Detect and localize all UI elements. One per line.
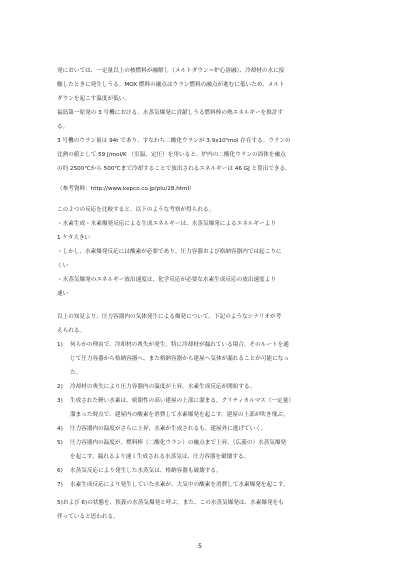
comparison-line: 速い [57,291,69,297]
item-number: 1) [57,342,63,348]
scenario-item [57,384,255,391]
paragraph-line: る。 [57,124,69,130]
item-text: 何らかの理由で、冷却材の喪失が発生。特に冷却材が漏れている場合、そのルートを通 [70,342,289,348]
paragraph-line: 福島第一原発の 3 号機における、水蒸気爆発に貢献しうる燃料棒の熱エネルギーを推計す [57,110,284,116]
item-text: 圧力容器内の温度がさらに上昇、水素が生成されるも、建屋外に逃げていく。 [70,426,267,432]
paragraph-line: 発においては、一定量以上の核燃料が融解し（メルトダウン＝炉心溶融）、冷却材の水に接 [57,68,285,74]
scenario-item [57,398,294,405]
comparison-line: この２つの反応を比較すると、以下のような考察が得られる。 [57,207,215,213]
item-number: 3) [57,398,63,404]
scenario-item [57,482,289,489]
item-text: た。 [70,370,82,376]
item-number: 4) [57,426,63,432]
page-number: 5 [198,543,202,550]
item-text: 水蒸気反応により発生した水蒸気は、格納容器も破壊する。 [70,468,222,474]
item-number: 7) [57,482,63,488]
item-number: 6) [57,468,63,474]
scenario-intro-line: えられる。 [57,328,86,334]
paragraph-line: 比熱の値として 59 J/mol/K （室温、定圧）を用いると、炉内の二酸化ウランの固体を融点 [57,152,286,158]
reference-link[interactable]: （参考資料：http://www.kepco.co.jp/plu/28.html） [57,186,195,192]
comparison-line: ・水素生成・水素爆発反応による生成エネルギーは、水蒸気爆発によるエネルギーより [57,221,276,227]
comparison-line: ・しかし、水素爆発反応には酸素が必要であり、圧力容器および格納容器内では起こりに [57,249,282,255]
scenario-intro-line: 以上の知見より、圧力容器内の気体発生による爆発について、下記のようなシナリオが考 [57,314,282,320]
paragraph-line: 3 号機のウラン量は 94t であり、すなわち二酸化ウランが 3.9x10⁵mol 存在する。ウランの [57,138,291,144]
conclusion-line: 伴っていると思われる。 [57,514,119,520]
paragraph-line: の約 2500℃から 500℃まで冷却することで放出されるエネルギーは 46 GJ と算出できる。 [57,166,291,172]
comparison-line: 1 ケタ大きい [57,235,91,241]
item-text: 水素生成反応により発生していた水素が、大気中の酸素を消費して水素爆発を起こす。 [70,482,289,488]
paragraph-line: 触したときに発生しうる。MOX 燃料の融点はウラン燃料の融点が進むに低いため、メルト [57,82,285,88]
item-number: 5) [57,440,63,446]
scenario-item [57,468,222,475]
scenario-item [57,440,286,447]
item-text: 溜まった時点で、建屋内の酸素を消費して水素爆発を起こす。建屋の上部が吹き飛ぶ。 [70,412,289,418]
item-text: 冷却材の喪失により圧力容器内の温度が上昇。水素生成反応が開始する。 [70,384,256,390]
item-text: を起こす。漏れるより速く生成される水蒸気は、圧力容器を破壊する。 [70,454,250,460]
scenario-item [57,342,289,349]
comparison-line: くい [57,263,69,269]
scenario-item [57,426,266,433]
paragraph-line: ダウンを起こす温度が低い。 [57,96,130,102]
item-number: 2) [57,384,63,390]
item-text: じて圧力容器から格納容器へ、また格納容器から建屋へ気体が漏れることが可能になっ [70,356,289,362]
conclusion-line: 5)および 6)の状態を、狭義の水蒸気爆発と呼ぶ。また、この水蒸気爆発は、水素爆発をも [57,500,284,506]
item-text: 生成された軽い水素は、密閉性の高い建屋の上部に溜まる。クリティカルマス（一定量） [70,398,294,404]
item-text: 圧力容器内の温度が、燃料棒（二酸化ウラン）の融点まで上昇、（広義の）水蒸気爆発 [70,440,287,446]
comparison-line: ・水蒸気爆発のエネルギー放出速度は、化学反応が必要な水素生成反応の放出速度より [57,277,276,283]
